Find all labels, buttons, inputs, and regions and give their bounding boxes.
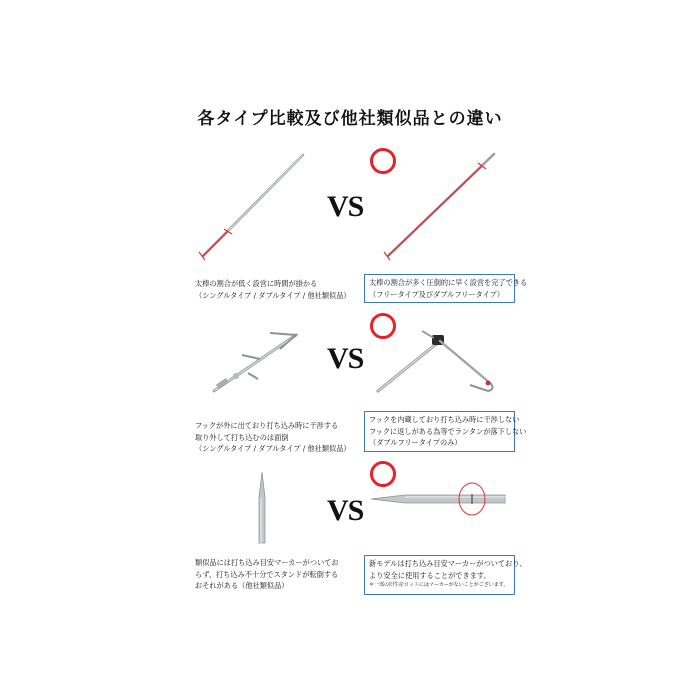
left-caption-2: [195, 420, 351, 455]
right-spike-tip-image: [365, 480, 510, 525]
vs-label-2: VS: [327, 342, 364, 375]
caption-line: 取り外して打ち込むのは面倒: [195, 432, 289, 442]
vs-label-1: VS: [327, 190, 364, 223]
caption-line: （ダブルフリータイプのみ）: [369, 438, 462, 447]
caption-line: （フリータイプ及びダブルフリータイプ）: [369, 289, 505, 299]
right-caption-box-2: [364, 411, 527, 452]
right-caption-box-1: [364, 274, 528, 303]
left-spike-tip-image: [250, 470, 274, 545]
caption-line: より安全に使用することができます。: [369, 570, 491, 580]
caption-line: （シングルタイプ / ダブルタイプ / 他社類似品）: [195, 290, 351, 300]
caption-line: 太棒の割合が多く圧倒的に早く設営を完了できる: [369, 278, 528, 287]
caption-line: フックに返しがある為等でランタンが落下しない: [369, 426, 527, 436]
caption-line: フックが外に出ており打ち込み時に干渉する: [195, 421, 339, 430]
left-hook-stand-image: [200, 325, 310, 400]
caption-note: ＊一部の旧生産ロットにはマーカーがないことがございます。: [369, 582, 509, 588]
caption-line: おそれがある（他社類似品）: [195, 581, 289, 590]
left-caption-1: [195, 278, 351, 301]
right-pole-image-1: [380, 150, 500, 265]
caption-line: 新モデルは打ち込み目安マーカーがついており、: [369, 559, 527, 568]
right-caption-box-3: [364, 555, 527, 595]
left-pole-image-1: [195, 150, 310, 265]
caption-line: 類似品には打ち込み目安マーカーがついてお: [195, 558, 339, 567]
right-hook-stand-image: [370, 325, 505, 400]
left-caption-3: [195, 557, 339, 592]
vs-label-3: VS: [327, 494, 364, 527]
caption-line: （シングルタイプ / ダブルタイプ / 他社類似品）: [195, 444, 351, 453]
caption-line: らず、打ち込み不十分でスタンドが転倒する: [195, 569, 339, 579]
caption-line: フックを内蔵しており打ち込み時に干渉しない: [369, 415, 520, 424]
caption-line: 太棒の割合が低く設営に時間が掛かる: [195, 279, 318, 288]
page-title: 各タイプ比較及び他社類似品との違い: [197, 109, 503, 129]
